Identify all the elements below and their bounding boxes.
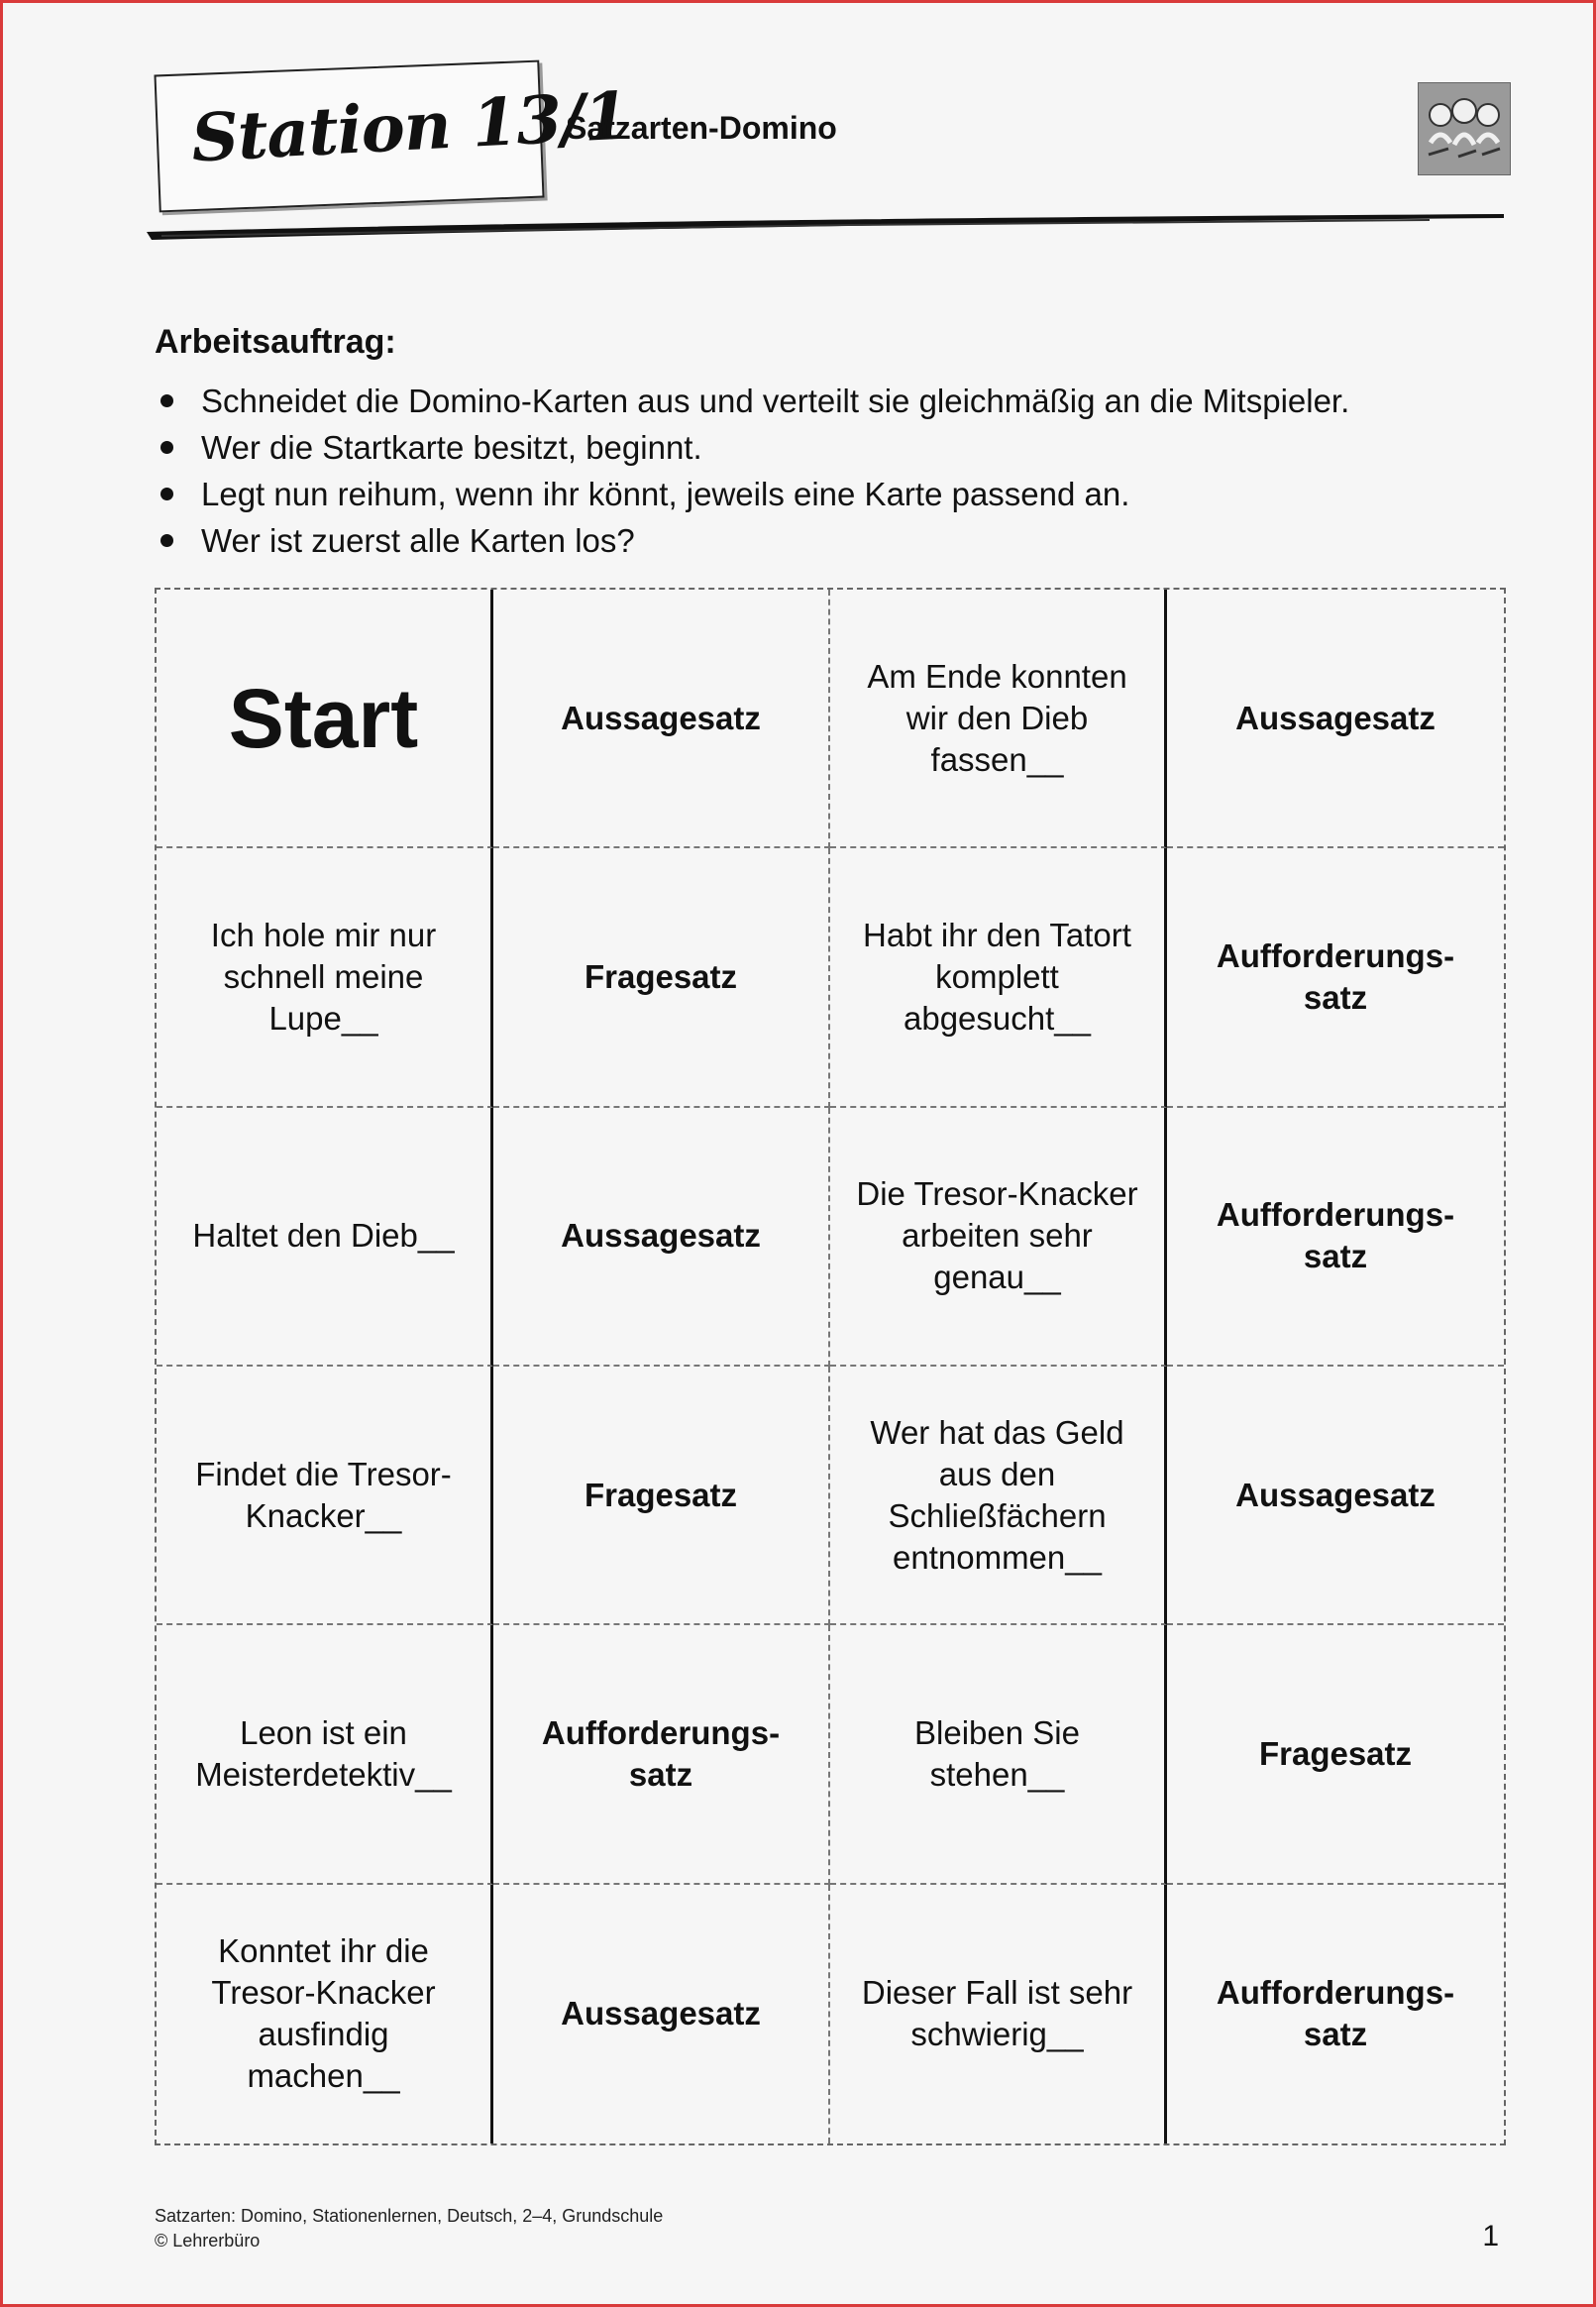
domino-card: Aufforderungs- satz [1167, 848, 1504, 1107]
domino-card: Aufforderungs- satz [1167, 1108, 1504, 1367]
task-list [155, 378, 1502, 564]
domino-card: Die Tresor-Knacker arbeiten sehr genau__ [830, 1108, 1167, 1367]
list-item: Wer die Startkarte besitzt, beginnt. [155, 424, 1502, 471]
domino-card-start: Start [157, 590, 493, 848]
domino-card-grid [155, 588, 1506, 2145]
task-heading: Arbeitsauftrag: [155, 323, 396, 361]
domino-card: Aufforderungs- satz [493, 1625, 830, 1884]
domino-card: Findet die Tresor- Knacker__ [157, 1367, 493, 1625]
page-title: Satzarten-Domino [566, 110, 837, 146]
domino-card: Aussagesatz [1167, 1367, 1504, 1625]
domino-card: Fragesatz [493, 1367, 830, 1625]
domino-card: Aussagesatz [493, 1108, 830, 1367]
domino-card: Am Ende konnten wir den Dieb fassen__ [830, 590, 1167, 848]
domino-card: Aussagesatz [493, 1885, 830, 2143]
header-brush-line [142, 206, 1509, 246]
domino-card: Dieser Fall ist sehr schwierig__ [830, 1885, 1167, 2143]
domino-card: Haltet den Dieb__ [157, 1108, 493, 1367]
children-logo-icon [1418, 82, 1511, 175]
station-label: Station 13/1 [189, 76, 631, 177]
footer-copyright: © Lehrerbüro [155, 2231, 261, 2251]
domino-card: Wer hat das Geld aus den Schließfächern entnommen__ [830, 1367, 1167, 1625]
list-item: Legt nun reihum, wenn ihr könnt, jeweils eine Karte passend an. [155, 471, 1502, 517]
domino-card: Aufforderungs- satz [1216, 1974, 1455, 2053]
list-item: Schneidet die Domino-Karten aus und verteilt sie gleichmäßig an die Mitspieler. [155, 378, 1502, 424]
domino-card: Ich hole mir nur schnell meine Lupe__ [157, 848, 493, 1107]
footer-source: Satzarten: Domino, Stationenlernen, Deutsch, 2–4, Grundschule [155, 2206, 664, 2226]
page-number: 1 [1482, 2220, 1499, 2252]
domino-card: Aussagesatz [1167, 590, 1504, 848]
header [142, 48, 1509, 246]
domino-card: Habt ihr den Tatort komplett abgesucht__ [830, 848, 1167, 1107]
domino-card: Bleiben Sie stehen__ [830, 1625, 1167, 1884]
task-section [155, 322, 1502, 564]
domino-card: Konntet ihr die Tresor-Knacker ausfindig machen__ [157, 1885, 493, 2143]
domino-card: Fragesatz [1167, 1625, 1504, 1884]
list-item: Wer ist zuerst alle Karten los? [155, 517, 1502, 564]
domino-card: Fragesatz [493, 848, 830, 1107]
domino-card: Aussagesatz [493, 590, 830, 848]
domino-card: Leon ist ein Meisterdetektiv__ [157, 1625, 493, 1884]
